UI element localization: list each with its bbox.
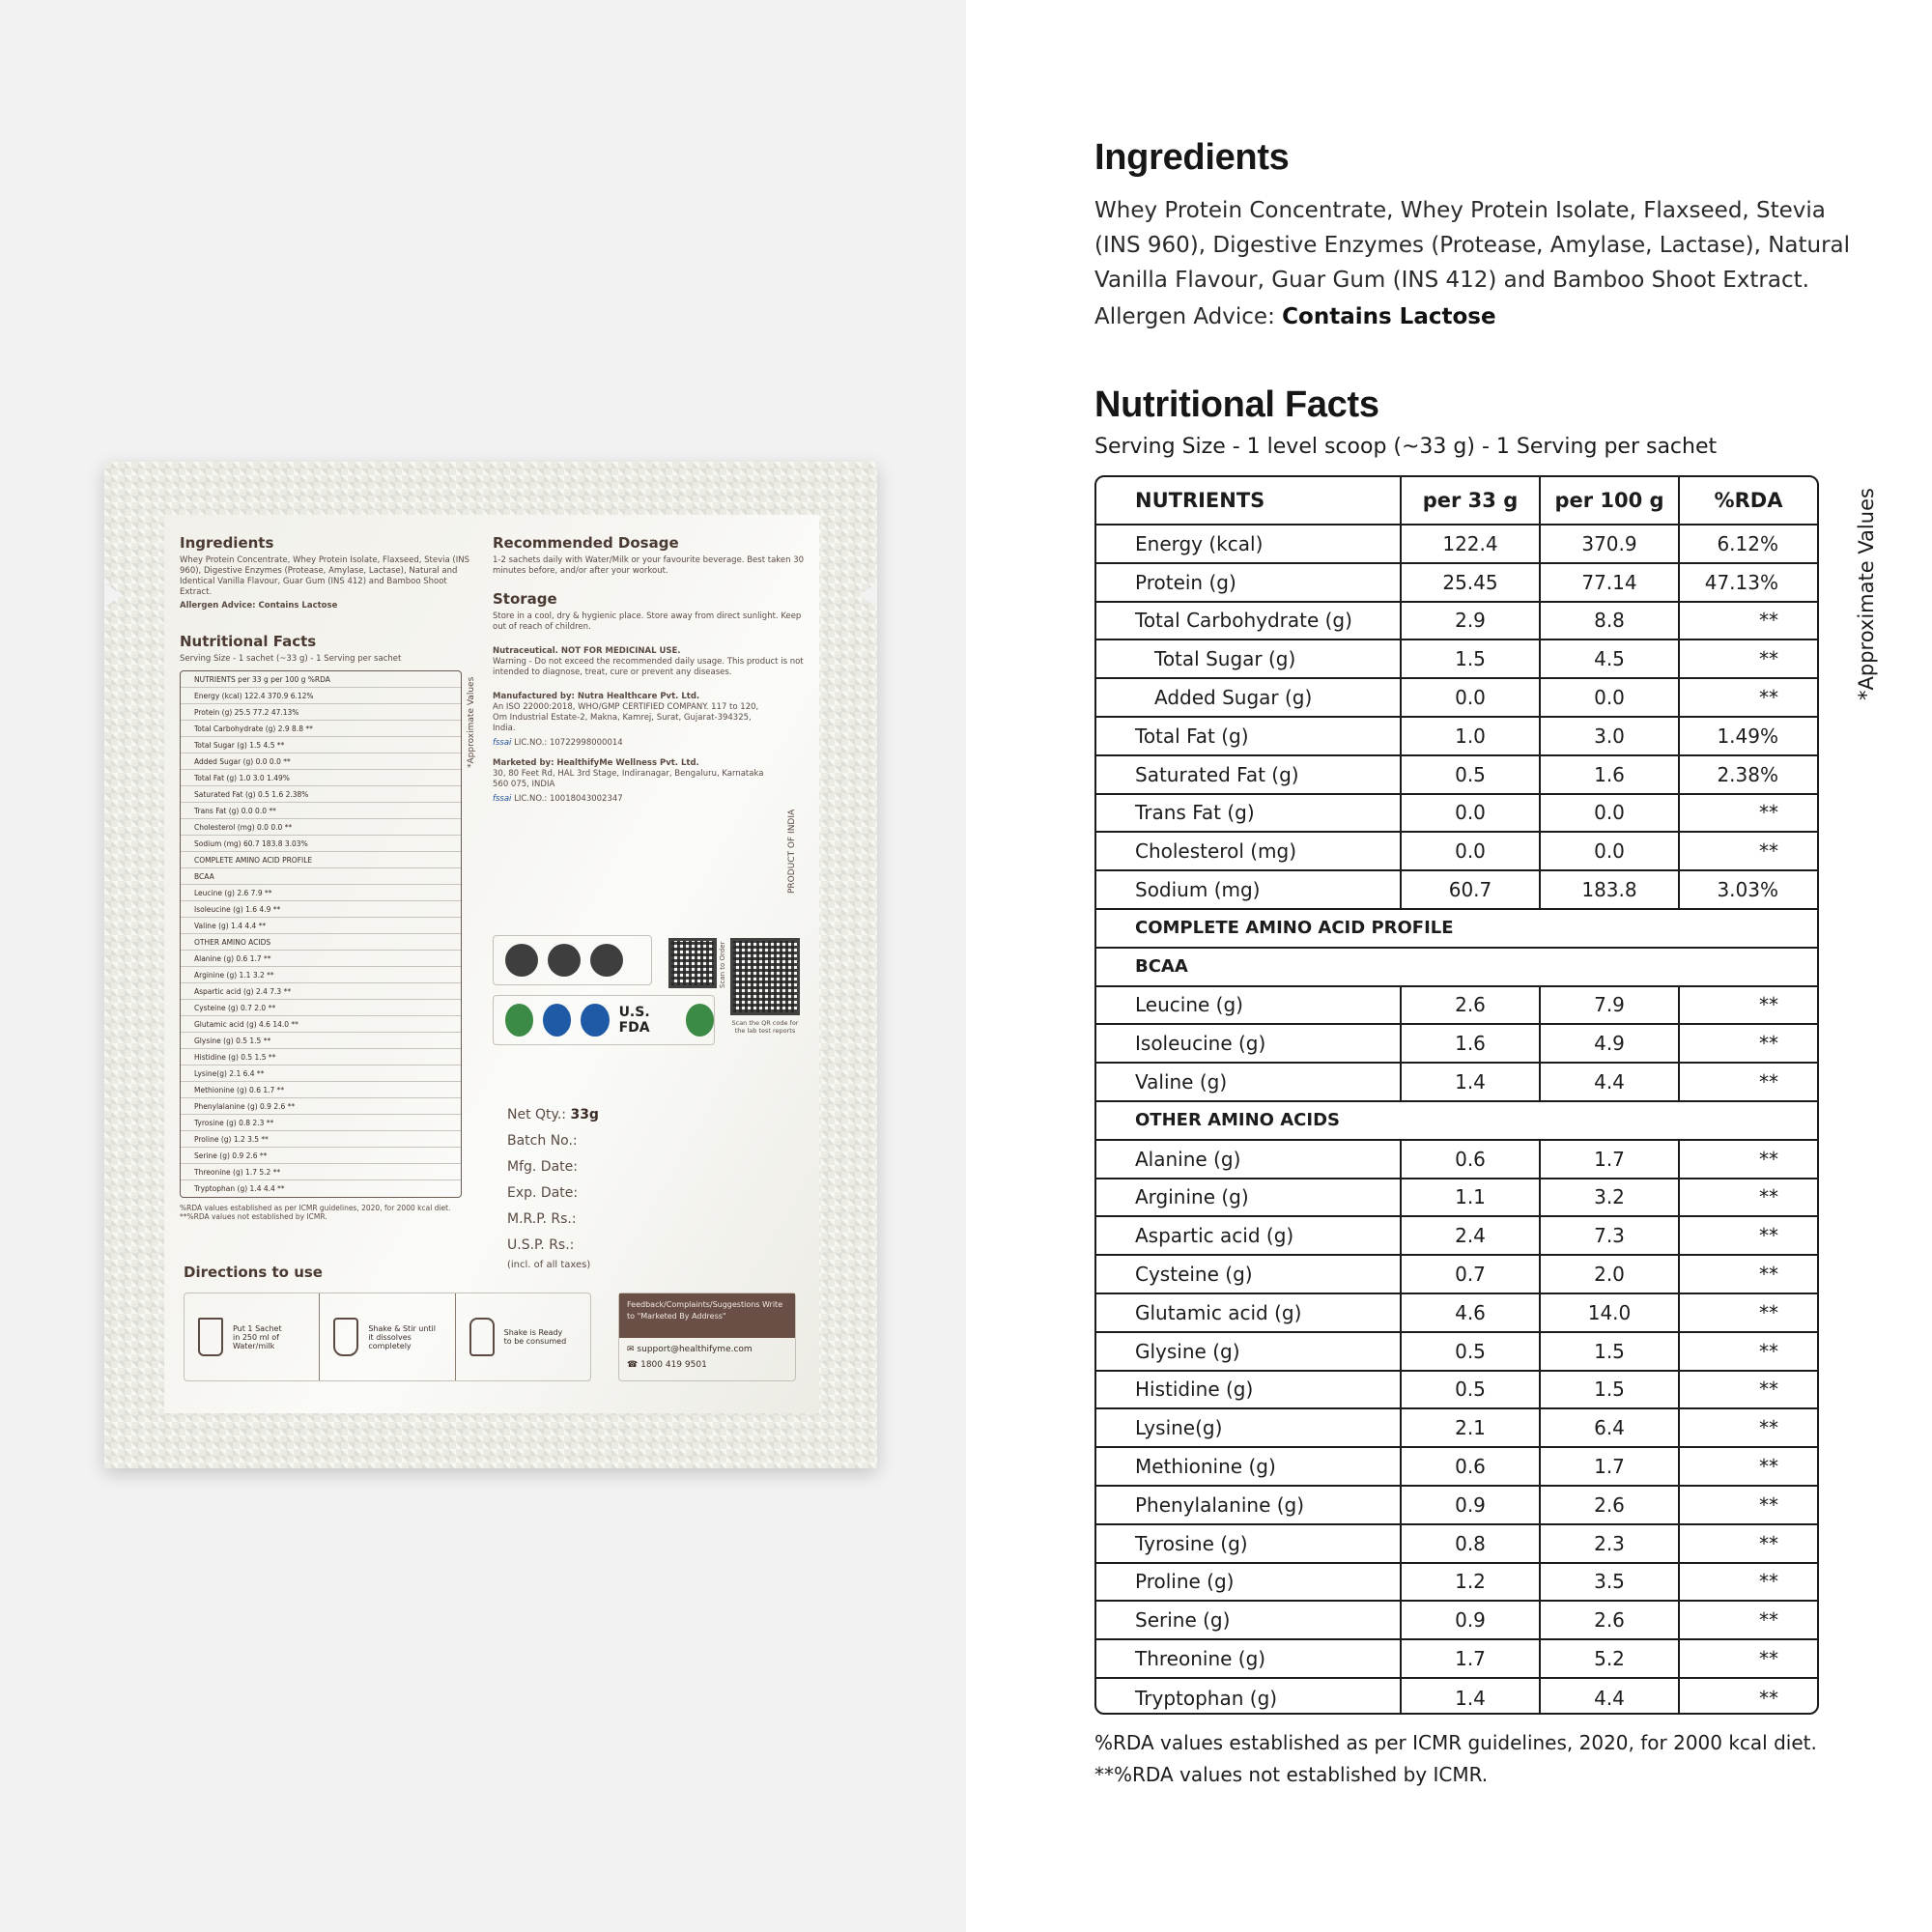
nutrient-name: Added Sugar (g) (1096, 679, 1402, 716)
sachet-badges-row-1 (493, 935, 652, 985)
table-header-cell: %RDA (1714, 489, 1783, 512)
phone-icon: ☎ (627, 1360, 639, 1370)
sachet-directions-title: Directions to use (184, 1264, 323, 1281)
sachet-ingredients-title: Ingredients (180, 534, 274, 552)
per-100g-value: 4.4 (1541, 1679, 1680, 1715)
sachet-table-row (181, 1000, 461, 1016)
who-badge-icon (581, 1004, 609, 1037)
nutrient-name: Histidine (g) (1096, 1372, 1402, 1408)
mfg-label: Mfg. Date: (507, 1159, 578, 1175)
sachet-table-row (181, 918, 461, 934)
table-row (1096, 640, 1817, 679)
per-100g-value: 7.3 (1541, 1217, 1680, 1254)
sachet-table-row-text: Protein (g) 25.5 77.2 47.13% (194, 707, 299, 717)
rda-value: ** (1759, 1686, 1778, 1710)
support-phone: 1800 419 9501 (640, 1360, 707, 1370)
sachet-notch-left (104, 582, 122, 608)
table-row (1096, 564, 1817, 603)
table-row (1096, 1564, 1817, 1603)
sachet-table-row (181, 819, 461, 836)
sachet-table-row-text: Methionine (g) 0.6 1.7 ** (194, 1085, 285, 1094)
sachet-notch-right (860, 582, 877, 608)
sachet-marketed: Marketed by: HealthifyMe Wellness Pvt. Ltd. (493, 758, 699, 768)
mrp-label: M.R.P. Rs.: (507, 1211, 577, 1227)
per-33g-value: 0.7 (1402, 1256, 1541, 1293)
sachet-manufactured-address: An ISO 22000:2018, WHO/GMP CERTIFIED COMPANY. 117 to 120, Om Industrial Estate-2, Makna, Kamrej, Surat, Gujarat-394325, India. (493, 702, 759, 733)
per-33g-value: 2.4 (1402, 1217, 1541, 1254)
table-row (1096, 1487, 1817, 1525)
sachet-table-row-text: BCAA (194, 871, 214, 881)
sachet-table-row-text: Histidine (g) 0.5 1.5 ** (194, 1052, 276, 1062)
rda-value: ** (1759, 1147, 1778, 1171)
sachet-lic-2: LIC.NO.: 10018043002347 (514, 794, 623, 804)
rda-value: 6.12% (1717, 531, 1778, 555)
batch-label: Batch No.: (507, 1133, 578, 1149)
section-label: COMPLETE AMINO ACID PROFILE (1135, 918, 1454, 939)
sachet-table-row (181, 1049, 461, 1065)
nutrition-info-panel (1094, 0, 1925, 1932)
sachet-table-row-text: OTHER AMINO ACIDS (194, 937, 271, 947)
support-email: support@healthifyme.com (637, 1345, 753, 1354)
per-33g-value: 4.6 (1402, 1294, 1541, 1331)
ingredients-title: Ingredients (1094, 137, 1290, 178)
sachet-table-row-text: Aspartic acid (g) 2.4 7.3 ** (194, 986, 292, 996)
sachet-table-row (181, 786, 461, 803)
sachet-table-row (181, 1148, 461, 1164)
allergen-label: Allergen Advice: (1094, 304, 1275, 329)
sachet-nutrition-table (180, 670, 462, 1198)
rda-value: ** (1759, 1416, 1778, 1440)
sachet-nf-title: Nutritional Facts (180, 633, 317, 650)
sachet-table-row-text: Isoleucine (g) 1.6 4.9 ** (194, 904, 281, 914)
per-100g-value: 370.9 (1541, 526, 1680, 562)
rda-value: ** (1759, 1455, 1778, 1479)
rda-value: 47.13% (1704, 570, 1778, 594)
per-100g-value: 1.7 (1541, 1141, 1680, 1178)
table-row (1096, 1333, 1817, 1372)
sachet-table-row (181, 1131, 461, 1148)
per-100g-value: 0.0 (1541, 795, 1680, 832)
table-row (1096, 1679, 1817, 1715)
nutrient-name: Trans Fat (g) (1096, 795, 1402, 832)
sachet-storage-text: Store in a cool, dry & hygienic place. Store away from direct sunlight. Keep out of reach of children. (493, 611, 802, 632)
sachet-table-row-text: Lysine(g) 2.1 6.4 ** (194, 1068, 265, 1078)
sachet-table-row (181, 803, 461, 819)
shaker-ready-icon (469, 1318, 495, 1356)
sachet-table-row-text: Serine (g) 0.9 2.6 ** (194, 1151, 268, 1160)
sachet-table-row (181, 704, 461, 721)
rda-value: ** (1759, 1224, 1778, 1248)
sachet-table-row (181, 901, 461, 918)
nutrient-name: Arginine (g) (1096, 1179, 1402, 1216)
rda-value: ** (1759, 1531, 1778, 1555)
per-33g-value: 2.6 (1402, 987, 1541, 1024)
per-100g-value: 3.0 (1541, 718, 1680, 754)
rda-value: ** (1759, 647, 1778, 671)
sachet-table-row-text: COMPLETE AMINO ACID PROFILE (194, 855, 313, 865)
sachet-manufactured: Manufactured by: Nutra Healthcare Pvt. Ltd. (493, 692, 700, 701)
per-33g-value: 0.5 (1402, 756, 1541, 793)
sachet-table-row-text: Leucine (g) 2.6 7.9 ** (194, 888, 272, 897)
nutrient-name: Alanine (g) (1096, 1141, 1402, 1178)
sachet-serving: Serving Size - 1 sachet (~33 g) - 1 Serving per sachet (180, 654, 402, 664)
net-qty-label: Net Qty.: (507, 1107, 566, 1122)
nutrient-name: Leucine (g) (1096, 987, 1402, 1024)
sachet-table-row (181, 1016, 461, 1033)
nutrient-name: Isoleucine (g) (1096, 1025, 1402, 1062)
nutrient-name: Sodium (mg) (1096, 871, 1402, 908)
per-33g-value: 0.0 (1402, 679, 1541, 716)
per-33g-value: 1.5 (1402, 640, 1541, 677)
table-header-cell: NUTRIENTS (1096, 477, 1402, 524)
ingredients-text: Whey Protein Concentrate, Whey Protein Isolate, Flaxseed, Stevia (INS 960), Digestive Enzymes (Protease, Amylase, Lactase), Natural Vanilla Flavour, Guar Gum (INS 412) and Bamboo Shoot Extract. (1094, 198, 1851, 293)
direction-step-1-text: Put 1 Sachet in 250 ml of Water/milk (233, 1323, 282, 1350)
nutrient-name: Methionine (g) (1096, 1448, 1402, 1485)
per-100g-value: 6.4 (1541, 1409, 1680, 1446)
table-row (1096, 1640, 1817, 1679)
table-row (1096, 987, 1817, 1026)
sachet-table-row (181, 1180, 461, 1197)
sachet-table-row (181, 1082, 461, 1098)
sachet-product-of: PRODUCT OF INDIA (787, 809, 797, 894)
sachet-table-row (181, 885, 461, 901)
sachet-table-row (181, 1115, 461, 1131)
nutrient-name: Saturated Fat (g) (1096, 756, 1402, 793)
sachet-table-row-text: Added Sugar (g) 0.0 0.0 ** (194, 756, 291, 766)
sachet-table-row-text: Energy (kcal) 122.4 370.9 6.12% (194, 691, 314, 700)
per-33g-value: 1.1 (1402, 1179, 1541, 1216)
per-33g-value: 0.5 (1402, 1372, 1541, 1408)
direction-step-3 (456, 1293, 590, 1380)
per-33g-value: 0.9 (1402, 1487, 1541, 1523)
per-100g-value: 3.2 (1541, 1179, 1680, 1216)
table-row (1096, 1179, 1817, 1218)
sachet-table-row-text: Cholesterol (mg) 0.0 0.0 ** (194, 822, 293, 832)
per-33g-value: 25.45 (1402, 564, 1541, 601)
per-100g-value: 3.5 (1541, 1564, 1680, 1601)
sachet-package (104, 462, 877, 1468)
table-row (1096, 1256, 1817, 1294)
per-33g-value: 2.9 (1402, 603, 1541, 639)
sachet-directions-box (184, 1293, 591, 1381)
nutrient-name: Cysteine (g) (1096, 1256, 1402, 1293)
serving-size: Serving Size - 1 level scoop (~33 g) - 1 Serving per sachet (1094, 435, 1718, 459)
sachet-table-row (181, 967, 461, 983)
nutrient-name: Total Carbohydrate (g) (1096, 603, 1402, 639)
per-33g-value: 1.0 (1402, 718, 1541, 754)
section-label: OTHER AMINO ACIDS (1135, 1110, 1340, 1131)
rda-value: ** (1759, 801, 1778, 825)
shaker-icon (333, 1318, 358, 1356)
sachet-allergen: Allergen Advice: Contains Lactose (180, 601, 338, 611)
sachet-table-row-text: Total Sugar (g) 1.5 4.5 ** (194, 740, 285, 750)
nutrient-name: Energy (kcal) (1096, 526, 1402, 562)
nutrient-name: Tryptophan (g) (1096, 1679, 1402, 1715)
per-100g-value: 0.0 (1541, 679, 1680, 716)
per-100g-value: 2.6 (1541, 1602, 1680, 1638)
sachet-table-row (181, 770, 461, 786)
nutrient-name: Threonine (g) (1096, 1640, 1402, 1677)
allergen-value: Contains Lactose (1282, 304, 1496, 329)
rda-value: ** (1759, 1185, 1778, 1209)
sachet-ingredients-text: Whey Protein Concentrate, Whey Protein Isolate, Flaxseed, Stevia (INS 960), Digestive Enzymes (Protease, Amylase, Lactase), Natural and Identical Vanilla Flavour, Guar Gum (INS 412) and Bamboo Shoot Extract. (180, 555, 470, 597)
rda-value: ** (1759, 1263, 1778, 1287)
rda-value: ** (1759, 1647, 1778, 1671)
sachet-table-row (181, 1065, 461, 1082)
table-row (1096, 1372, 1817, 1410)
table-row (1096, 1025, 1817, 1064)
sachet-warning: Warning - Do not exceed the recommended daily usage. This product is not intended to diagnose, treat, cure or prevent any diseases. (493, 657, 804, 677)
sachet-table-row-text: NUTRIENTS per 33 g per 100 g %RDA (194, 674, 330, 684)
certification-badge-icon (505, 944, 538, 977)
rda-note-1: %RDA values established as per ICMR guidelines, 2020, for 2000 kcal diet. (1094, 1731, 1817, 1754)
per-33g-value: 0.8 (1402, 1525, 1541, 1562)
sachet-table-row (181, 753, 461, 770)
table-section-row (1096, 949, 1817, 987)
sachet-table-row (181, 852, 461, 868)
sachet-table-row-text: Saturated Fat (g) 0.5 1.6 2.38% (194, 789, 309, 799)
sachet-table-row-text: Tyrosine (g) 0.8 2.3 ** (194, 1118, 274, 1127)
rda-value: ** (1759, 686, 1778, 710)
table-row (1096, 833, 1817, 871)
fssai-logo-2: fssai (493, 794, 512, 804)
sachet-storage-title: Storage (493, 590, 557, 608)
per-100g-value: 1.6 (1541, 756, 1680, 793)
sachet-quantity-block (507, 1102, 599, 1272)
per-100g-value: 1.5 (1541, 1333, 1680, 1370)
per-33g-value: 60.7 (1402, 871, 1541, 908)
approximate-values-label: *Approximate Values (1855, 488, 1878, 700)
nutrient-name: Lysine(g) (1096, 1409, 1402, 1446)
per-33g-value: 0.5 (1402, 1333, 1541, 1370)
nutrient-name: Valine (g) (1096, 1064, 1402, 1100)
per-100g-value: 0.0 (1541, 833, 1680, 869)
rda-value: ** (1759, 839, 1778, 864)
email-icon: ✉ (627, 1345, 635, 1354)
sachet-approx-values: *Approximate Values (467, 676, 476, 768)
per-100g-value: 77.14 (1541, 564, 1680, 601)
table-row (1096, 679, 1817, 718)
per-100g-value: 2.6 (1541, 1487, 1680, 1523)
sachet-label (164, 515, 819, 1413)
table-row (1096, 1409, 1817, 1448)
sachet-table-row (181, 1033, 461, 1049)
rda-value: 1.49% (1717, 724, 1778, 748)
per-100g-value: 183.8 (1541, 871, 1680, 908)
certification-badge-icon (590, 944, 623, 977)
per-33g-value: 2.1 (1402, 1409, 1541, 1446)
table-row (1096, 1141, 1817, 1179)
rda-value: 3.03% (1717, 878, 1778, 902)
sachet-rda-note-2: **%RDA values not established by ICMR. (180, 1212, 327, 1221)
rda-value: ** (1759, 1032, 1778, 1056)
rda-value: ** (1759, 993, 1778, 1017)
direction-step-2-text: Shake & Stir until it dissolves completely (368, 1323, 436, 1350)
sachet-table-row (181, 983, 461, 1000)
sachet-dosage-text: 1-2 sachets daily with Water/Milk or your favourite beverage. Best taken 30 minutes before, and/or after your workout. (493, 555, 805, 576)
per-100g-value: 4.4 (1541, 1064, 1680, 1100)
per-33g-value: 1.4 (1402, 1064, 1541, 1100)
per-100g-value: 7.9 (1541, 987, 1680, 1024)
gmp-badge-icon (505, 1004, 533, 1037)
taxes-label: (incl. of all taxes) (507, 1260, 591, 1270)
per-100g-value: 8.8 (1541, 603, 1680, 639)
table-row (1096, 1448, 1817, 1487)
sachet-table-row (181, 671, 461, 688)
sachet-rda-note-1: %RDA values established as per ICMR guidelines, 2020, for 2000 kcal diet. (180, 1204, 451, 1212)
table-row (1096, 1064, 1817, 1102)
per-33g-value: 122.4 (1402, 526, 1541, 562)
sachet-table-row (181, 951, 461, 967)
nutrient-name: Tyrosine (g) (1096, 1525, 1402, 1562)
sachet-table-row (181, 688, 461, 704)
sachet-left-column (180, 534, 479, 1221)
table-row (1096, 1602, 1817, 1640)
per-33g-value: 0.0 (1402, 795, 1541, 832)
rda-value: ** (1759, 1339, 1778, 1363)
table-header-cell: per 100 g (1541, 477, 1680, 524)
nutrition-table (1094, 475, 1819, 1715)
sachet-table-row (181, 721, 461, 737)
table-section-row (1096, 1102, 1817, 1141)
rda-value: ** (1759, 1492, 1778, 1517)
nutrient-name: Glutamic acid (g) (1096, 1294, 1402, 1331)
scan-lab-label: Scan the QR code for the lab test reports (731, 1019, 799, 1035)
nutritional-facts-title: Nutritional Facts (1094, 384, 1379, 425)
lab-report-qr-icon (730, 938, 800, 1015)
per-100g-value: 2.0 (1541, 1256, 1680, 1293)
per-33g-value: 0.9 (1402, 1602, 1541, 1638)
table-row (1096, 795, 1817, 834)
nutrient-name: Cholesterol (mg) (1096, 833, 1402, 869)
nutrient-name: Phenylalanine (g) (1096, 1487, 1402, 1523)
table-row (1096, 1525, 1817, 1564)
table-row (1096, 1217, 1817, 1256)
sachet-table-row-text: Phenylalanine (g) 0.9 2.6 ** (194, 1101, 296, 1111)
table-section-row (1096, 910, 1817, 949)
glass-icon (198, 1318, 223, 1356)
sachet-table-row-text: Threonine (g) 1.7 5.2 ** (194, 1167, 281, 1177)
rda-value: ** (1759, 1378, 1778, 1402)
sachet-table-row (181, 868, 461, 885)
iso-badge-icon (543, 1004, 571, 1037)
sachet-right-column (493, 534, 807, 805)
nutrient-name: Protein (g) (1096, 564, 1402, 601)
per-33g-value: 1.6 (1402, 1025, 1541, 1062)
per-100g-value: 1.7 (1541, 1448, 1680, 1485)
direction-step-3-text: Shake is Ready to be consumed (503, 1328, 567, 1346)
rda-value: 2.38% (1717, 762, 1778, 786)
sachet-table-row-text: Trans Fat (g) 0.0 0.0 ** (194, 806, 276, 815)
nutrient-name: Total Sugar (g) (1096, 640, 1402, 677)
sachet-table-row-text: Cysteine (g) 0.7 2.0 ** (194, 1003, 276, 1012)
feedback-text: Feedback/Complaints/Suggestions Write to "Marketed By Address" (619, 1293, 795, 1338)
certification-badge-icon (548, 944, 581, 977)
table-header-cell: per 33 g (1402, 477, 1541, 524)
sachet-table-row-text: Glysine (g) 0.5 1.5 ** (194, 1036, 271, 1045)
table-row (1096, 1294, 1817, 1333)
table-row (1096, 756, 1817, 795)
nutrient-name: Aspartic acid (g) (1096, 1217, 1402, 1254)
sachet-table-row (181, 836, 461, 852)
allergen-advice (1094, 304, 1496, 329)
per-100g-value: 14.0 (1541, 1294, 1680, 1331)
rda-value: ** (1759, 609, 1778, 633)
sachet-nutraceutical: Nutraceutical. NOT FOR MEDICINAL USE. (493, 646, 681, 656)
per-33g-value: 1.7 (1402, 1640, 1541, 1677)
fda-logo: U.S. FDA (618, 1005, 650, 1036)
per-33g-value: 0.6 (1402, 1141, 1541, 1178)
sachet-table-row (181, 1098, 461, 1115)
fssai-logo: fssai (493, 738, 512, 748)
per-33g-value: 0.6 (1402, 1448, 1541, 1485)
scan-to-order-qr-icon (668, 938, 717, 988)
sachet-table-row-text: Sodium (mg) 60.7 183.8 3.03% (194, 838, 308, 848)
nutrient-name: Proline (g) (1096, 1564, 1402, 1601)
scan-to-order-label: Scan to Order (719, 941, 726, 988)
nutrient-name: Glysine (g) (1096, 1333, 1402, 1370)
nutrient-name: Serine (g) (1096, 1602, 1402, 1638)
sachet-table-row-text: Alanine (g) 0.6 1.7 ** (194, 953, 271, 963)
sachet-marketed-address: 30, 80 Feet Rd, HAL 3rd Stage, Indiranagar, Bengaluru, Karnataka 560 075, INDIA (493, 769, 764, 789)
per-33g-value: 1.2 (1402, 1564, 1541, 1601)
sachet-table-row (181, 737, 461, 753)
sachet-table-row-text: Total Fat (g) 1.0 3.0 1.49% (194, 773, 290, 782)
sachet-table-row (181, 1164, 461, 1180)
section-label: BCAA (1135, 956, 1188, 978)
sachet-table-row-text: Total Carbohydrate (g) 2.9 8.8 ** (194, 724, 313, 733)
per-100g-value: 2.3 (1541, 1525, 1680, 1562)
nutrient-name: Total Fat (g) (1096, 718, 1402, 754)
rda-value: ** (1759, 1608, 1778, 1633)
table-row (1096, 718, 1817, 756)
table-row (1096, 871, 1817, 910)
sachet-table-row-text: Glutamic acid (g) 4.6 14.0 ** (194, 1019, 298, 1029)
usp-label: U.S.P. Rs.: (507, 1237, 575, 1253)
sachet-table-row-text: Tryptophan (g) 1.4 4.4 ** (194, 1184, 285, 1193)
exp-label: Exp. Date: (507, 1185, 579, 1201)
rda-note-2: **%RDA values not established by ICMR. (1094, 1763, 1489, 1786)
sachet-lic-1: LIC.NO.: 10722998000014 (514, 738, 623, 748)
sachet-feedback-box (618, 1293, 796, 1381)
table-row (1096, 603, 1817, 641)
rda-value: ** (1759, 1070, 1778, 1094)
per-100g-value: 4.9 (1541, 1025, 1680, 1062)
direction-step-2 (320, 1293, 455, 1380)
rda-value: ** (1759, 1570, 1778, 1594)
per-33g-value: 1.4 (1402, 1679, 1541, 1715)
sachet-badges-row-2 (493, 995, 715, 1045)
veg-badge-icon (686, 1004, 714, 1037)
table-header-row (1096, 477, 1817, 526)
per-100g-value: 5.2 (1541, 1640, 1680, 1677)
per-100g-value: 4.5 (1541, 640, 1680, 677)
net-qty-value: 33g (570, 1107, 599, 1122)
rda-value: ** (1759, 1300, 1778, 1324)
sachet-table-row (181, 934, 461, 951)
direction-step-1 (185, 1293, 320, 1380)
sachet-table-row-text: Arginine (g) 1.1 3.2 ** (194, 970, 274, 980)
per-100g-value: 1.5 (1541, 1372, 1680, 1408)
table-row (1096, 526, 1817, 564)
sachet-table-row-text: Proline (g) 1.2 3.5 ** (194, 1134, 269, 1144)
per-33g-value: 0.0 (1402, 833, 1541, 869)
sachet-table-row-text: Valine (g) 1.4 4.4 ** (194, 921, 267, 930)
sachet-dosage-title: Recommended Dosage (493, 534, 679, 552)
